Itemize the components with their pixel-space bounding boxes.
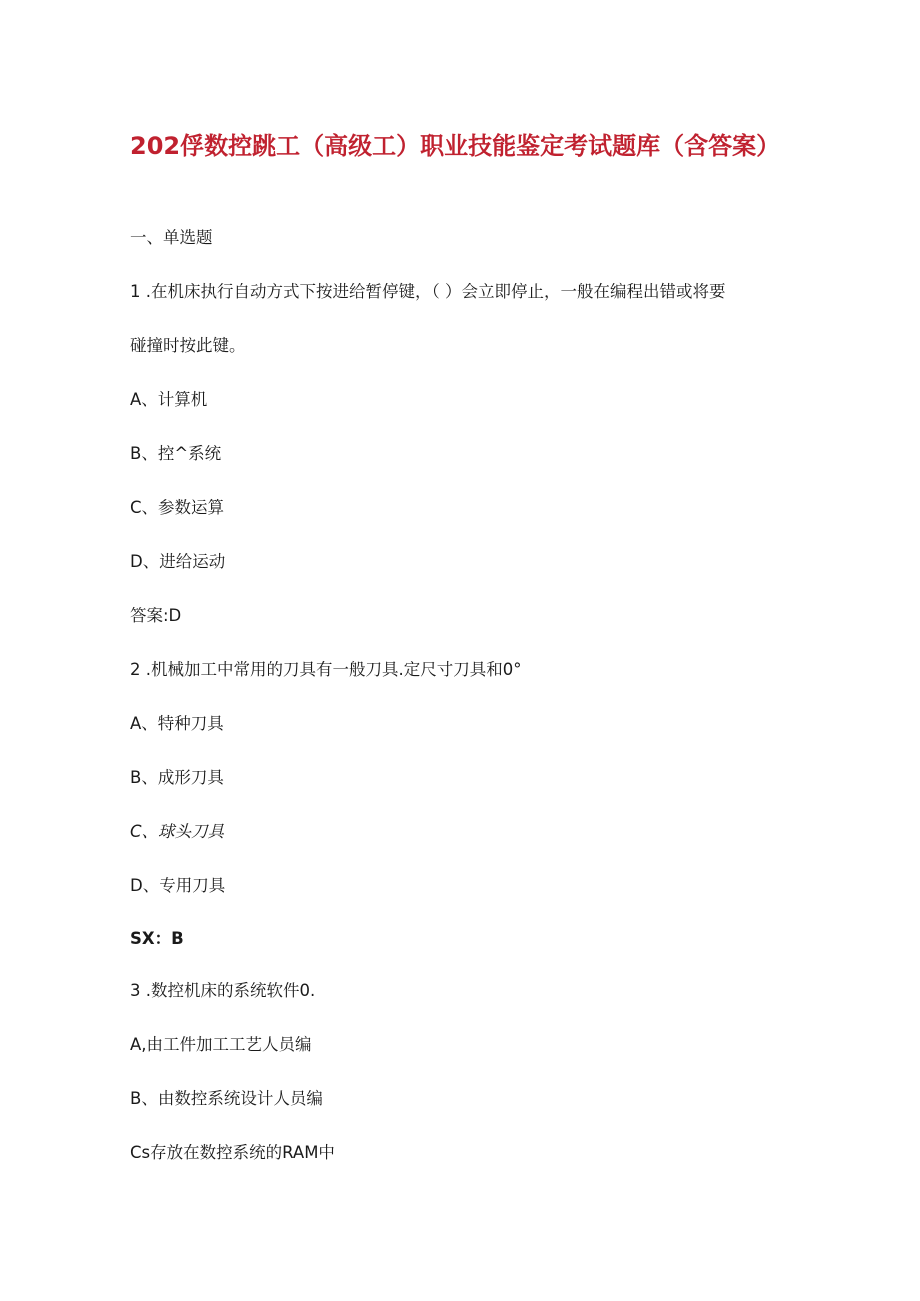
document-title: 202俘数控跳工（高级工）职业技能鉴定考试题库（含答案） — [130, 132, 781, 160]
question-3-option-c: Cs存放在数控系统的RAM中 — [130, 1143, 335, 1162]
question-2-option-a: A、特种刀具 — [130, 714, 224, 733]
question-1-option-c: C、参数运算 — [130, 498, 225, 517]
question-3-option-a: A,由工件加工工艺人员编 — [130, 1035, 312, 1054]
question-2-option-b: B、成形刀具 — [130, 768, 224, 787]
question-1-stem-line-2: 碰撞时按此键。 — [130, 336, 246, 355]
question-2-stem-line-1: 2 .机械加工中常用的刀具有一般刀具.定尺寸刀具和0° — [130, 660, 522, 679]
question-2-option-d: D、专用刀具 — [130, 876, 226, 895]
question-3-option-b: B、由数控系统设计人员编 — [130, 1089, 323, 1108]
question-1-option-d: D、进给运动 — [130, 552, 226, 571]
section-heading: 一、单选题 — [130, 228, 213, 247]
question-2-option-c: C、球头刀具 — [130, 822, 225, 841]
question-1-option-a: A、计算机 — [130, 390, 208, 409]
question-1-answer: 答案:D — [130, 606, 182, 625]
question-1-stem-line-1: 1 .在机床执行自动方式下按进给暂停键，（ ）会立即停止，一般在编程出错或将要 — [130, 282, 726, 301]
question-1-option-b: B、控^系统 — [130, 444, 222, 463]
question-3-stem-line-1: 3 .数控机床的系统软件0. — [130, 981, 316, 1000]
question-2-answer: SX：B — [130, 929, 184, 948]
